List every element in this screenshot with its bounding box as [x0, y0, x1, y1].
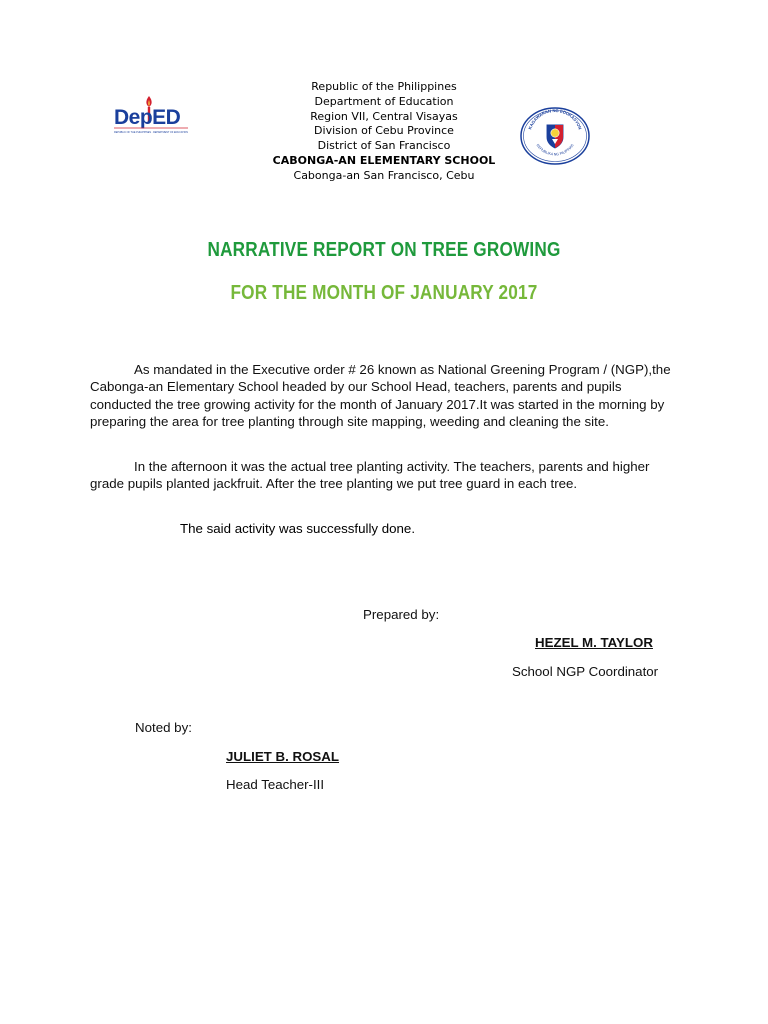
- prepared-by-name: HEZEL M. TAYLOR: [535, 635, 653, 650]
- body-paragraph: [90, 361, 680, 431]
- deped-tagline: REPUBLIC OF THE PHILIPPINES · DEPARTMENT OF EDUCATION: [114, 130, 188, 134]
- header-line: Division of Cebu Province: [314, 124, 454, 138]
- header-line: Department of Education: [314, 94, 454, 108]
- report-subtitle: FOR THE MONTH OF JANUARY 2017: [230, 282, 538, 304]
- paragraph-text: As mandated in the Executive order # 26 known as National Greening Program / (NGP),the Cabonga-an Elementary School headed by our School Head, teachers, parents and pupils conducted the tree growing activity for the month of January 2017.It was started in the morning by preparing the area for tree planting through site mapping, weeding and cleaning the site.: [90, 362, 671, 430]
- school-name: CABONGA-AN ELEMENTARY SCHOOL: [272, 153, 496, 167]
- school-address: Cabonga-an San Francisco, Cebu: [293, 168, 475, 182]
- deped-wordmark: DepED: [114, 106, 181, 129]
- header-line: Region VII, Central Visayas: [310, 109, 458, 123]
- noted-by-title: Head Teacher-III: [226, 777, 325, 792]
- noted-by-label: Noted by:: [135, 720, 192, 735]
- deped-logo: [112, 92, 192, 140]
- header-line: District of San Francisco: [317, 139, 451, 153]
- seal-ring-text: KAGAWARAN NG EDUKASYON: [527, 107, 583, 131]
- header-line: Republic of the Philippines: [311, 80, 457, 93]
- seal-bottom-text: REPUBLIKA NG PILIPINAS: [535, 143, 575, 157]
- body-paragraph: [90, 458, 680, 493]
- prepared-by-label: Prepared by:: [363, 607, 440, 622]
- noted-by-name: JULIET B. ROSAL: [226, 749, 340, 764]
- letterhead: [234, 80, 534, 184]
- body-paragraph: The said activity was successfully done.: [180, 521, 416, 536]
- report-title: NARRATIVE REPORT ON TREE GROWING: [207, 239, 561, 261]
- paragraph-text: In the afternoon it was the actual tree planting activity. The teachers, parents and higher grade pupils planted jackfruit. After the tree planting we put tree guard in each tree.: [90, 459, 650, 492]
- prepared-by-title: School NGP Coordinator: [512, 664, 659, 679]
- deped-seal-logo: [518, 106, 592, 166]
